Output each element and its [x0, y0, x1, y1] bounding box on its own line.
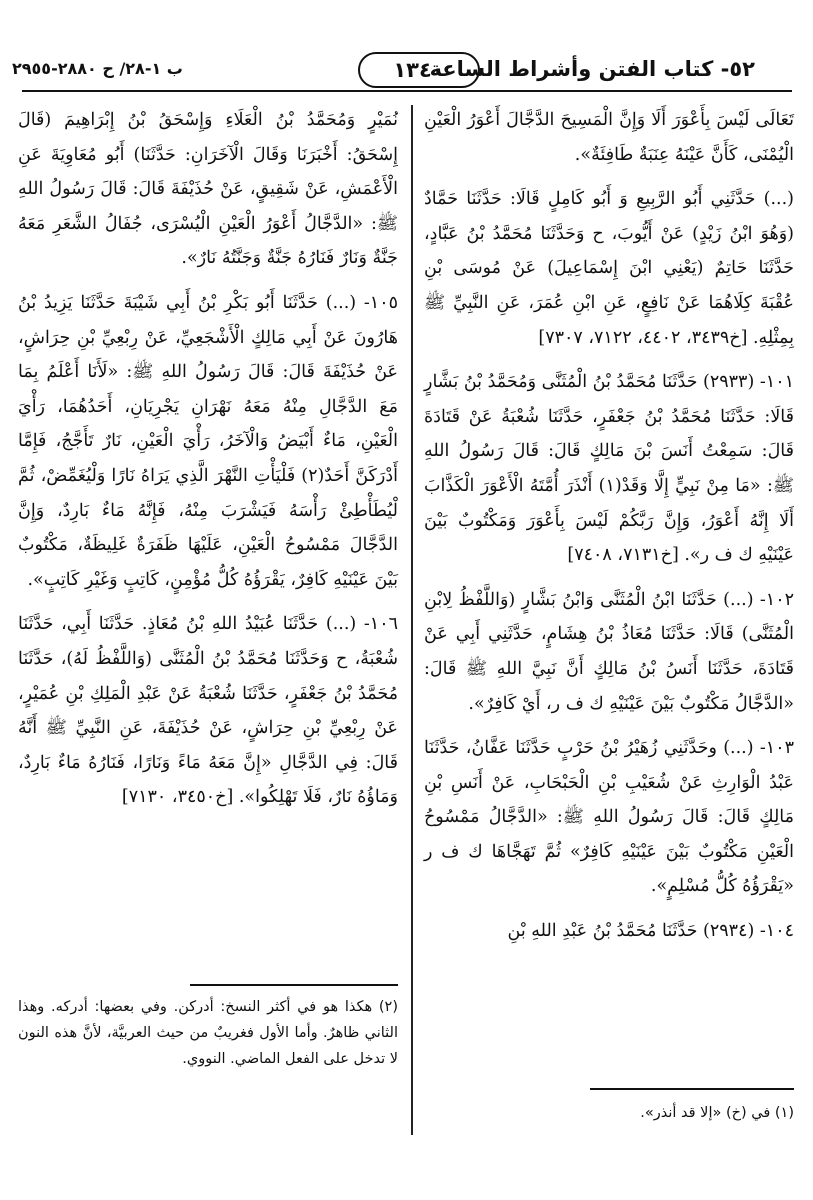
footnote-right: (١) في (خ) «إلا قد أنذر».: [640, 1105, 794, 1121]
paragraph: ١٠٤- (٢٩٣٤) حَدَّثَنَا مُحَمَّدُ بْنُ عَبْدِ اللهِ بْنِ: [507, 921, 794, 942]
footnote-left: (٢) هكذا هو في أكثر النسخ: أدركن. وفي بعضها: أدركه. وهذا الثاني ظاهرٌ. وأما الأول فغريبٌ من حيث العربيَّة، لأنَّ هذه النون لا تدخل على الفعل الماضي. النووي.: [18, 999, 398, 1067]
paragraph: ١٠٣- (...) وحَدَّثَنِي زُهَيْرُ بْنُ حَرْبٍ حَدَّثَنَا عَفَّانُ، حَدَّثَنَا عَبْدُ الْوَارِثِ عَنْ شُعَيْبِ بْنِ الْحَبْحَابِ، عَنْ أَنَسِ بْنِ مَالِكٍ قَالَ: قَالَ رَسُولُ اللهِ ﷺ: «الدَّجَّالُ مَمْسُوحُ الْعَيْنِ مَكْتُوبٌ بَيْنَ عَيْنَيْهِ كَافِرٌ» ثُمَّ تَهَجَّاهَا ك ف ر «يَقْرَؤُهُ كُلُّ مُسْلِمٍ».: [424, 738, 794, 897]
column-divider: [411, 105, 413, 1135]
right-text-column: [424, 103, 794, 959]
header-divider: [22, 90, 792, 92]
paragraph: نُمَيْرٍ وَمُحَمَّدُ بْنُ الْعَلَاءِ وَإِسْحَقُ بْنُ إِبْرَاهِيمَ (قَالَ إِسْحَقُ: أَخْبَرَنَا وَقَالَ الْآخَرَانِ: حَدَّثَنَا) أَبُو مُعَاوِيَةَ عَنِ الْأَعْمَشِ، عَنْ شَقِيقٍ، عَنْ حُذَيْفَةَ قَالَ: قَالَ رَسُولُ اللهِ ﷺ: «الدَّجَّالُ أَعْوَرُ الْعَيْنِ الْيُسْرَى، جُفَالُ الشَّعَرِ مَعَهُ جَنَّةٌ وَنَارٌ فَنَارُهُ جَنَّةٌ وَجَنَّتُهُ نَارٌ».: [18, 110, 398, 269]
hadith-reference-range: ب ١-٢٨/ ح ٢٨٨٠-٢٩٥٥: [12, 59, 183, 78]
footnote-divider-right: [590, 1088, 794, 1090]
chapter-title: ٥٢- كتاب الفتن وأشراط الساعة: [429, 57, 755, 81]
paragraph: ١٠٥- (...) حَدَّثَنَا أَبُو بَكْرِ بْنُ أَبِي شَيْبَةَ حَدَّثَنَا يَزِيدُ بْنُ هَارُونَ عَنْ أَبِي مَالِكٍ الْأَشْجَعِيِّ، عَنْ رِبْعِيِّ بْنِ حِرَاشٍ، عَنْ حُذَيْفَةَ قَالَ: قَالَ رَسُولُ اللهِ ﷺ: «لَأَنَا أَعْلَمُ بِمَا مَعَ الدَّجَّالِ مِنْهُ مَعَهُ نَهْرَانِ يَجْرِيَانِ، أَحَدُهُمَا، رَأْيَ الْعَيْنِ، مَاءٌ أَبْيَضُ وَالْآخَرُ، رَأْيَ الْعَيْنِ، نَارٌ تَأَجَّجُ، فَإِمَّا أَدْرَكَنَّ أَحَدٌ(٢) فَلْيَأْتِ النَّهْرَ الَّذِي يَرَاهُ نَارًا وَلْيُغَمِّضْ، ثُمَّ لْيُطَأْطِئْ رَأْسَهُ فَيَشْرَبَ مِنْهُ، فَإِنَّهُ مَاءٌ بَارِدٌ، وَإِنَّ الدَّجَّالَ مَمْسُوحُ الْعَيْنِ، عَلَيْهَا ظَفَرَةٌ غَلِيظَةٌ، مَكْتُوبٌ بَيْنَ عَيْنَيْهِ كَافِرٌ، يَقْرَؤُهُ كُلُّ مُؤْمِنٍ، كَاتِبٍ وَغَيْرِ كَاتِبٍ».: [18, 292, 398, 590]
page-number: ١٣٤٠: [358, 52, 480, 88]
footnote-divider-left: [190, 984, 398, 986]
paragraph: ١٠١- (٢٩٣٣) حَدَّثَنَا مُحَمَّدُ بْنُ الْمُثَنَّى وَمُحَمَّدُ بْنُ بَشَّارٍ قَالَا: حَدَّثَنَا مُحَمَّدُ بْنُ جَعْفَرٍ، حَدَّثَنَا شُعْبَةُ عَنْ قَتَادَةَ قَالَ: سَمِعْتُ أَنَسَ بْنَ مَالِكٍ قَالَ: قَالَ رَسُولُ اللهِ ﷺ: «مَا مِنْ نَبِيٍّ إِلَّا وَقَدْ(١) أَنْذَرَ أُمَّتَهُ الْأَعْوَرَ الْكَذَّابَ أَلَا إِنَّهُ أَعْوَرُ، وَإِنَّ رَبَّكُمْ لَيْسَ بِأَعْوَرَ وَمَكْتُوبٌ بَيْنَ عَيْنَيْهِ ك ف ر». [خ٧١٣١، ٧٤٠٨]: [424, 372, 794, 566]
paragraph: ١٠٦- (...) حَدَّثَنَا عُبَيْدُ اللهِ بْنُ مُعَاذٍ. حَدَّثَنَا أَبِي، حَدَّثَنَا شُعْبَةُ، ح وَحَدَّثَنَا مُحَمَّدُ بْنُ الْمُثَنَّى (وَاللَّفْظُ لَهُ)، حَدَّثَنَا مُحَمَّدُ بْنُ جَعْفَرٍ، حَدَّثَنَا شُعْبَةُ عَنْ عَبْدِ الْمَلِكِ بْنِ عُمَيْرٍ، عَنْ رِبْعِيِّ بْنِ حِرَاشٍ، عَنْ حُذَيْفَةَ، عَنِ النَّبِيِّ ﷺ أَنَّهُ قَالَ: فِي الدَّجَّالِ «إِنَّ مَعَهُ مَاءً وَنَارًا، فَنَارُهُ مَاءٌ بَارِدٌ، وَمَاؤُهُ نَارٌ، فَلَا تَهْلِكُوا». [خ٣٤٥٠، ٧١٣٠]: [18, 614, 398, 808]
left-text-column: [18, 103, 398, 825]
paragraph: تَعَالَى لَيْسَ بِأَعْوَرَ أَلَا وَإِنَّ الْمَسِيحَ الدَّجَّالَ أَعْوَرُ الْعَيْنِ الْيُمْنَى، كَأَنَّ عَيْنَهُ عِنَبَةٌ طَافِئَةٌ».: [424, 110, 794, 165]
paragraph: (...) حَدَّثَنِي أَبُو الرَّبِيعِ وَ أَبُو كَامِلٍ قَالَا: حَدَّثَنَا حَمَّادٌ (وَهُوَ ابْنُ زَيْدٍ) عَنْ أَيُّوبَ، ح وَحَدَّثَنَا مُحَمَّدُ بْنُ عَبَّادٍ، حَدَّثَنَا حَاتِمٌ (يَعْنِي ابْنَ إِسْمَاعِيلَ) عَنْ مُوسَى بْنِ عُقْبَةَ كِلَاهُمَا عَنْ نَافِعٍ، عَنِ ابْنِ عُمَرَ، عَنِ النَّبِيِّ ﷺ بِمِثْلِهِ. [خ٣٤٣٩، ٤٤٠٢، ٧١٢٢، ٧٣٠٧]: [424, 189, 794, 348]
paragraph: ١٠٢- (...) حَدَّثَنَا ابْنُ الْمُثَنَّى وَابْنُ بَشَّارٍ (وَاللَّفْظُ لِابْنِ الْمُثَنَّى) قَالَا: حَدَّثَنَا مُعَاذُ بْنُ هِشَامٍ، حَدَّثَنِي أَبِي عَنْ قَتَادَةَ، حَدَّثَنَا أَنَسُ بْنُ مَالِكٍ أَنَّ نَبِيَّ اللهِ ﷺ قَالَ: «الدَّجَّالُ مَكْتُوبٌ بَيْنَ عَيْنَيْهِ ك ف ر، أَيْ كَافِرٌ».: [424, 589, 794, 714]
